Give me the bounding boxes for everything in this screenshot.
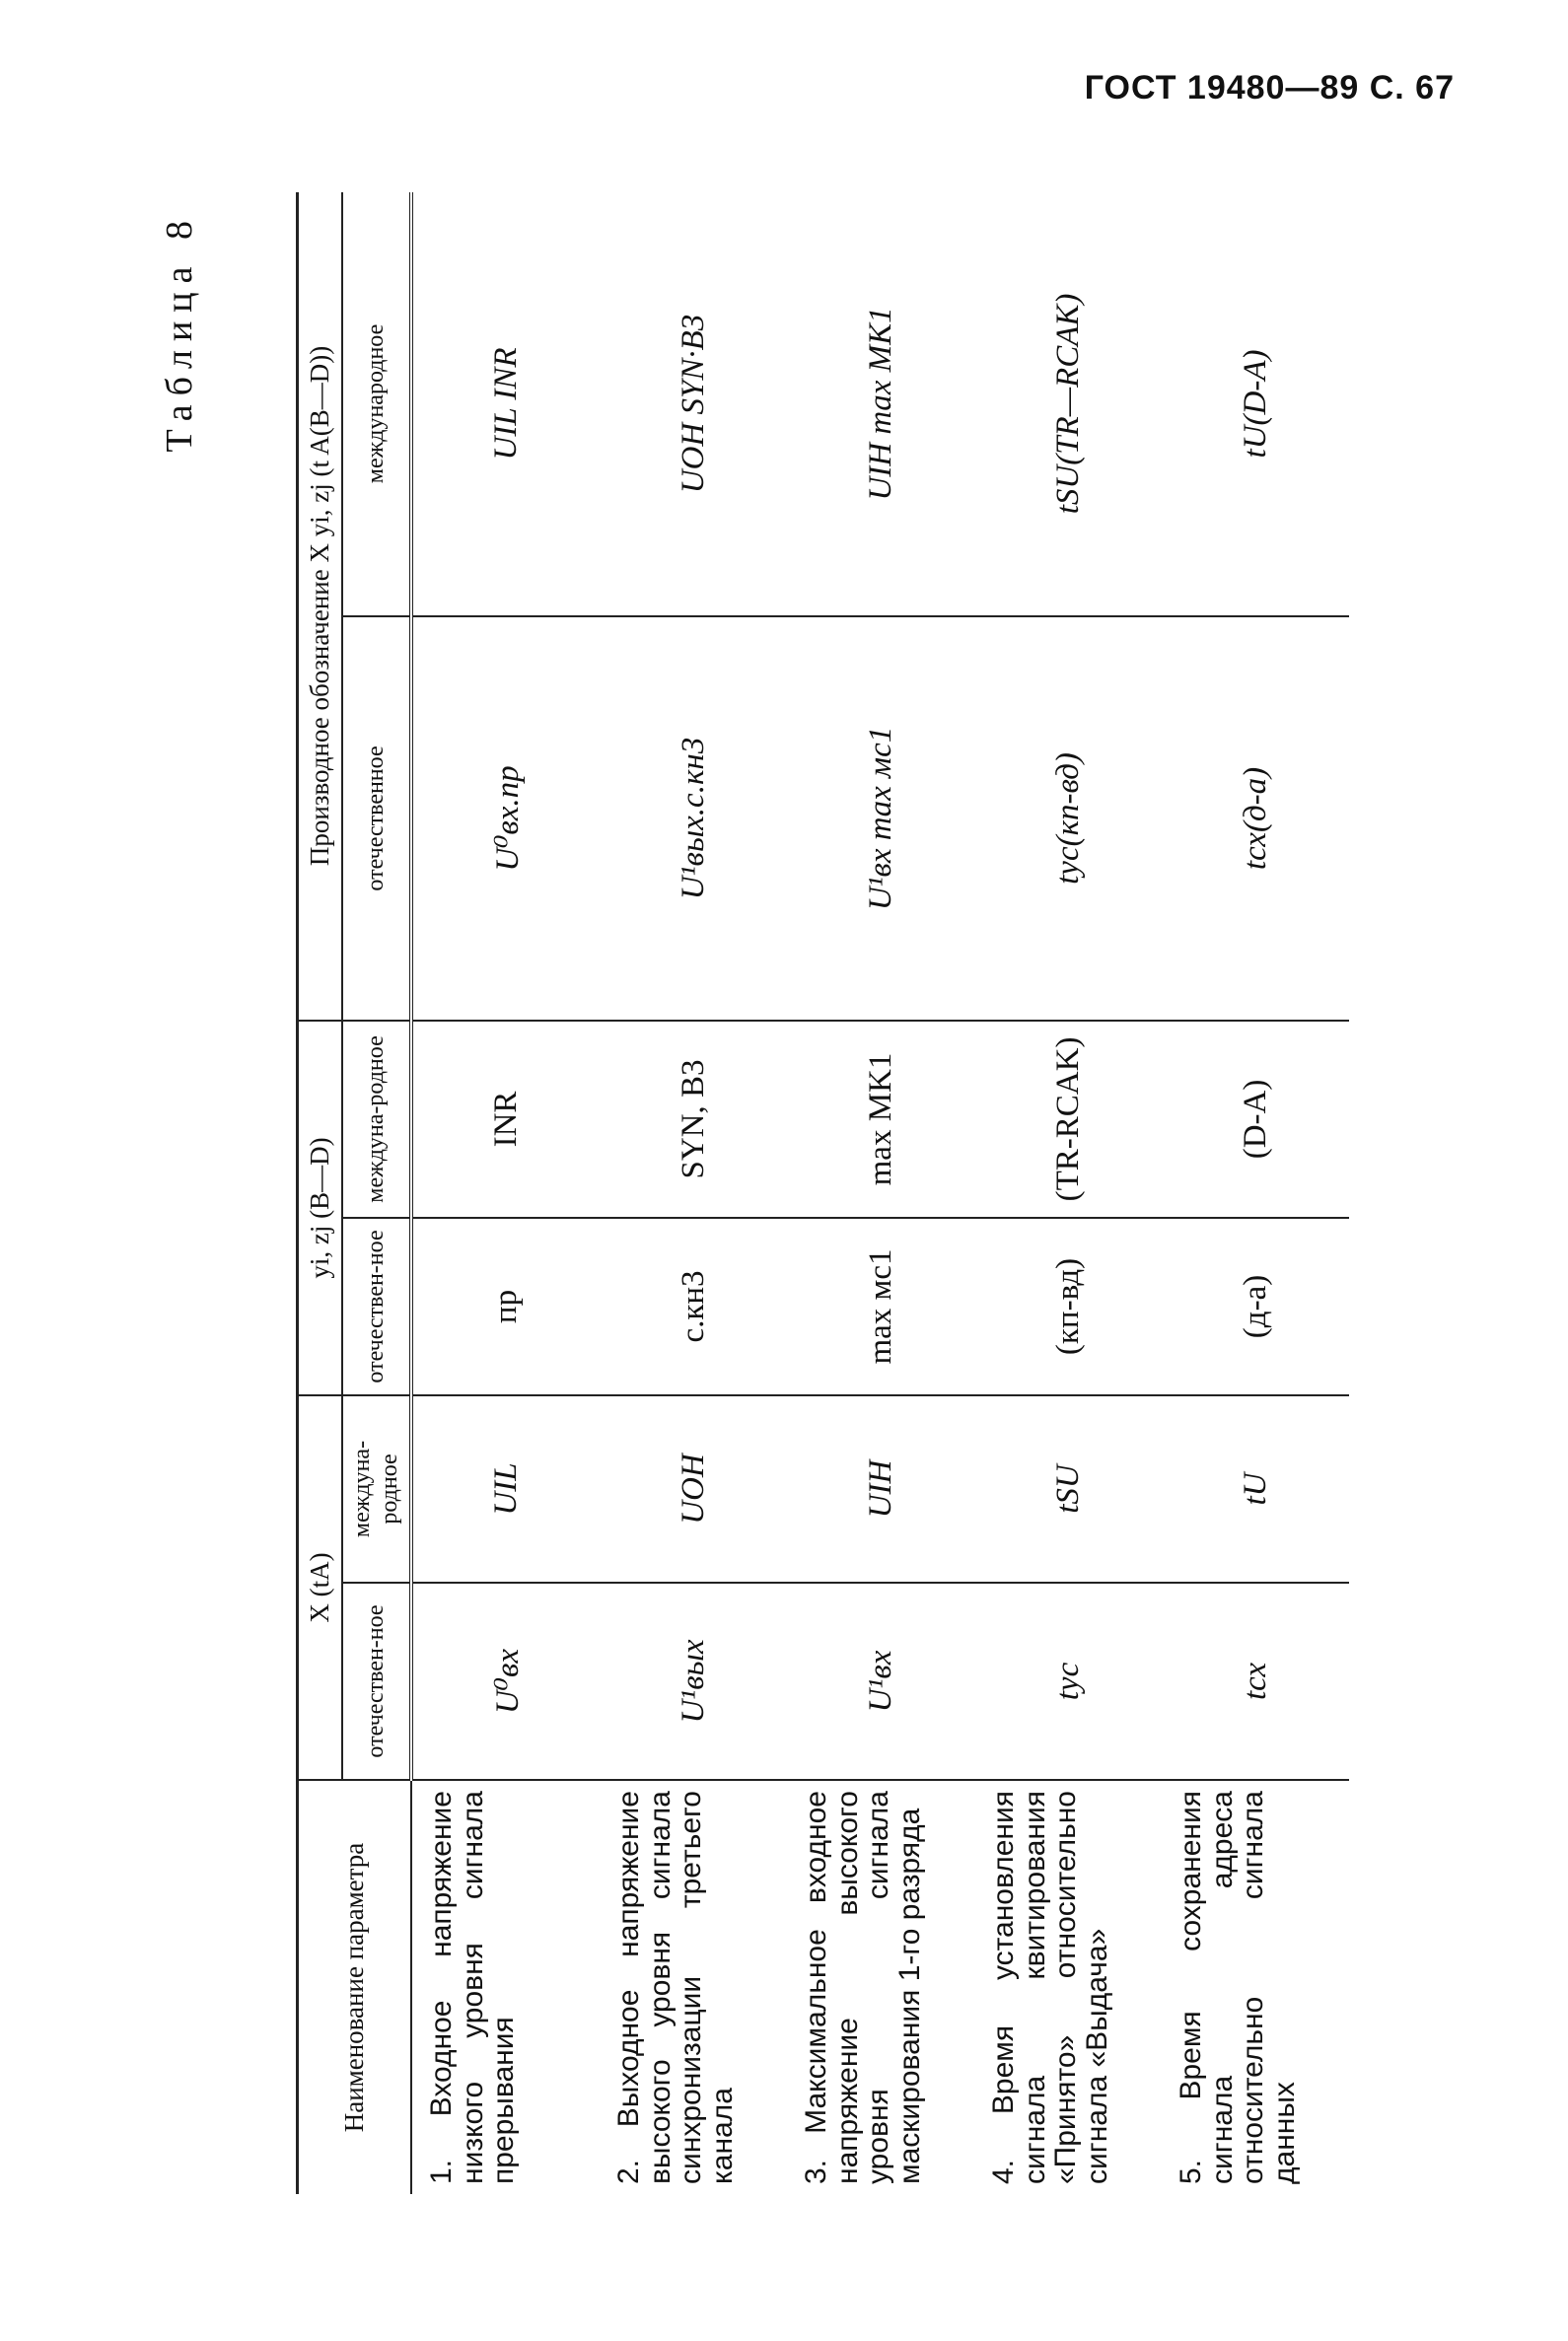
cell-derived-international: UIL INR [411,192,600,616]
table-row [411,192,600,2194]
subheader-x-international: междуна-родное [342,1395,411,1583]
cell-parameter: 5. Время сохранения сигнала адреса относительно сигнала данных [1162,1780,1349,2194]
cell-derived-domestic: U¹вх max мс1 [787,616,974,1021]
rotated-table-container [148,192,1331,2194]
parameters-table [296,192,1349,2194]
cell-y-international: (TR-RCAK) [974,1021,1162,1218]
cell-parameter: 4. Время установления сигнала квитирования «Принято» относительно сигнала «Выдача» [974,1780,1162,2194]
cell-y-domestic: пр [411,1218,600,1395]
cell-x-international: tU [1162,1395,1349,1583]
cell-y-domestic: с.кн3 [600,1218,787,1395]
cell-derived-international: UOH SYN·B3 [600,192,787,616]
cell-derived-domestic: U¹вых.с.кн3 [600,616,787,1021]
cell-y-domestic: max мс1 [787,1218,974,1395]
cell-parameter: 1. Входное напряжение низкого уровня сигнала прерывания [411,1780,600,2194]
cell-derived-international: tSU(TR—RCAK) [974,192,1162,616]
table-row [1162,192,1349,2194]
cell-x-domestic: tус [974,1583,1162,1780]
header-parameter-name: Наименование параметра [298,1780,412,2194]
subheader-y-domestic: отечествен-ное [342,1218,411,1395]
cell-x-international: tSU [974,1395,1162,1583]
header-group-x: X (tA) [298,1395,343,1780]
table-caption: Таблица 8 [159,212,200,453]
cell-x-domestic: tсх [1162,1583,1349,1780]
subheader-y-international: междуна-родное [342,1021,411,1218]
cell-derived-international: UIH max MK1 [787,192,974,616]
cell-derived-international: tU(D-A) [1162,192,1349,616]
header-group-derived: Производное обозначение X yi, zj (t A(B—D)) [298,192,343,1021]
cell-y-international: INR [411,1021,600,1218]
page-header: ГОСТ 19480—89 С. 67 [1084,69,1455,106]
cell-derived-domestic: tус(кп-вд) [974,616,1162,1021]
cell-parameter: 2. Выходное напряжение высокого уровня сигнала синхронизации третьего канала [600,1780,787,2194]
table-row [787,192,974,2194]
cell-x-domestic: U¹вых [600,1583,787,1780]
subheader-derived-domestic: отечественное [342,616,411,1021]
cell-y-international: SYN, B3 [600,1021,787,1218]
cell-y-international: max MK1 [787,1021,974,1218]
cell-y-domestic: (кп-вд) [974,1218,1162,1395]
cell-y-domestic: (д-а) [1162,1218,1349,1395]
cell-parameter: 3. Максимальное входное напряжение высокого уровня сигнала маскирования 1-го разряда [787,1780,974,2194]
cell-derived-domestic: tсх(д-а) [1162,616,1349,1021]
cell-y-international: (D-A) [1162,1021,1349,1218]
table-row [974,192,1162,2194]
cell-derived-domestic: U⁰вх.пр [411,616,600,1021]
cell-x-domestic: U⁰вх [411,1583,600,1780]
subheader-derived-international: международное [342,192,411,616]
cell-x-international: UOH [600,1395,787,1583]
cell-x-international: UIH [787,1395,974,1583]
header-group-yz: yi, zj (B—D) [298,1021,343,1395]
cell-x-international: UIL [411,1395,600,1583]
subheader-x-domestic: отечествен-ное [342,1583,411,1780]
table-row [600,192,787,2194]
cell-x-domestic: U¹вх [787,1583,974,1780]
